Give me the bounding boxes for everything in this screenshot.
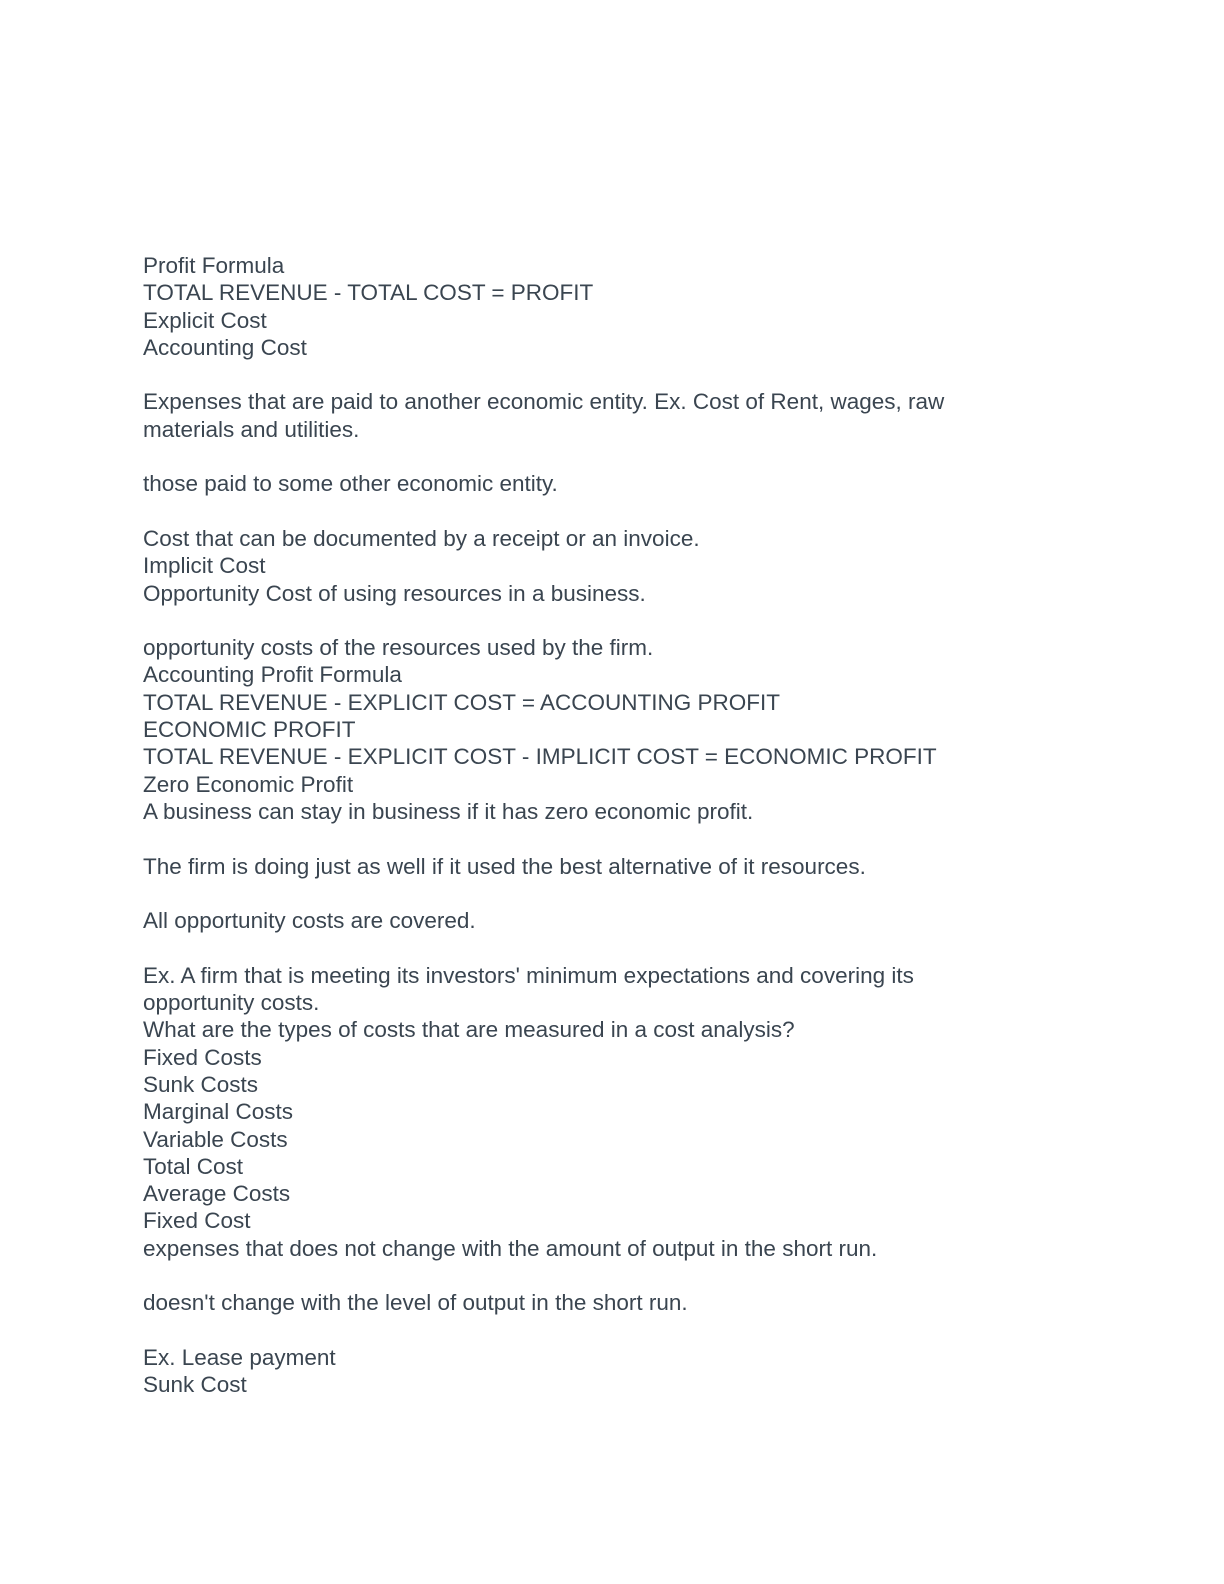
text-line: Implicit Cost — [143, 553, 266, 579]
text-line: those paid to some other economic entity. — [143, 471, 558, 497]
text-line: ECONOMIC PROFIT — [143, 717, 356, 743]
blank-line — [143, 880, 1023, 907]
text-line: Cost that can be documented by a receipt or an invoice. — [143, 525, 700, 551]
blank-line — [143, 934, 1023, 961]
text-line: Variable Costs — [143, 1126, 288, 1152]
blank-line — [143, 1317, 1023, 1344]
blank-line — [143, 825, 1023, 852]
text-line: Accounting Cost — [143, 334, 307, 360]
text-line: Average Costs — [143, 1181, 291, 1207]
text-line: Marginal Costs — [143, 1099, 294, 1125]
text-line: Accounting Profit Formula — [143, 662, 402, 688]
text-line: TOTAL REVENUE - EXPLICIT COST - IMPLICIT COST = ECONOMIC PROFIT — [143, 744, 937, 770]
text-line: All opportunity costs are covered. — [143, 908, 476, 934]
text-line: Profit Formula — [143, 253, 285, 278]
blank-line — [143, 498, 1023, 525]
blank-line — [143, 607, 1023, 634]
text-line: TOTAL REVENUE - TOTAL COST = PROFIT — [143, 280, 594, 306]
text-line: Opportunity Cost of using resources in a business. — [143, 580, 646, 606]
text-line: The firm is doing just as well if it used the best alternative of it resources. — [143, 853, 866, 879]
text-line: A business can stay in business if it has zero economic profit. — [143, 798, 754, 824]
document-body — [143, 252, 1023, 1398]
text-line: Expenses that are paid to another economic entity. Ex. Cost of Rent, wages, raw materials and utilities. — [143, 389, 945, 442]
blank-line — [143, 443, 1023, 470]
text-line: Fixed Cost — [143, 1208, 251, 1234]
text-line: Ex. Lease payment — [143, 1344, 336, 1370]
text-line: Total Cost — [143, 1153, 244, 1179]
text-line: Sunk Costs — [143, 1071, 259, 1097]
text-line: TOTAL REVENUE - EXPLICIT COST = ACCOUNTING PROFIT — [143, 689, 780, 715]
text-line: Ex. A firm that is meeting its investors' minimum expectations and covering its opportunity costs. — [143, 962, 914, 1016]
text-line: Sunk Cost — [143, 1372, 247, 1398]
text-line: expenses that does not change with the amount of output in the short run. — [143, 1235, 878, 1261]
text-line: Zero Economic Profit — [143, 771, 354, 797]
text-line: opportunity costs of the resources used by the firm. — [143, 635, 654, 661]
blank-line — [143, 361, 1023, 388]
text-line: doesn't change with the level of output in the short run. — [143, 1290, 688, 1316]
text-line: What are the types of costs that are measured in a cost analysis? — [143, 1017, 795, 1043]
text-line: Explicit Cost — [143, 307, 267, 333]
blank-line — [143, 1262, 1023, 1289]
text-line: Fixed Costs — [143, 1044, 262, 1070]
